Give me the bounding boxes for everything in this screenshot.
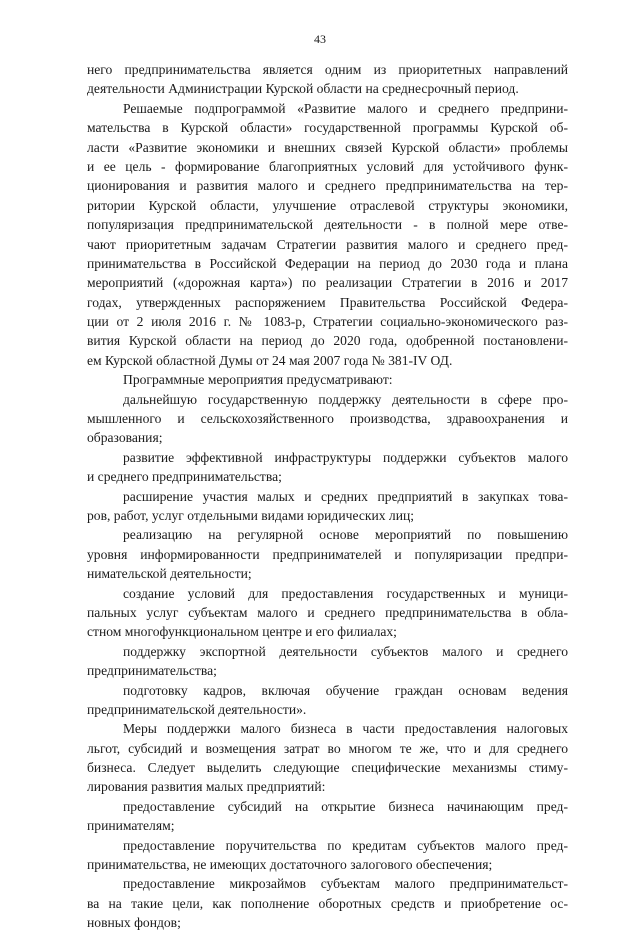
text-line: ционирования и развития малого и среднего предпринимательства на тер- <box>87 178 568 194</box>
text-line: мероприятий («дорожная карта») по реализации Стратегии в 2016 и 2017 <box>87 275 568 291</box>
text-line: принимателям; <box>87 818 175 834</box>
page-number: 43 <box>314 32 326 46</box>
text-line: ров, работ, услуг отдельными видами юридических лиц; <box>87 507 415 523</box>
text-line: пальных услуг субъектам малого и среднего предпринимательства в обла- <box>87 604 568 620</box>
text-line: реализацию на регулярной основе мероприятий по повышению <box>123 527 568 543</box>
text-line: предпринимательства; <box>87 663 217 679</box>
text-line: льгот, субсидий и возмещения затрат во многом те же, что и для среднего <box>87 740 568 756</box>
text-line: и ее цель - формирование благоприятных условий для устойчивого функ- <box>87 158 568 174</box>
text-line: него предпринимательства является одним из приоритетных направлений <box>87 62 568 77</box>
text-line: лирования развития малых предприятий: <box>87 779 326 795</box>
text-line: дальнейшую государственную поддержку деятельности в сфере про- <box>123 391 568 407</box>
text-line: предпринимательской деятельности». <box>87 701 307 717</box>
text-line: чают приоритетным задачам Стратегии развития малого и среднего пред- <box>87 236 568 252</box>
text-line: предоставление субсидий на открытие бизнеса начинающим пред- <box>123 798 568 814</box>
text-line: деятельности Администрации Курской области на среднесрочный период. <box>87 81 519 97</box>
text-line: стном многофункциональном центре и его филиалах; <box>87 624 397 640</box>
text-line: Программные мероприятия предусматривают: <box>123 372 393 388</box>
text-line: создание условий для предоставления государственных и муници- <box>123 585 568 601</box>
text-line: ции от 2 июля 2016 г. № 1083-р, Стратегии социально-экономического раз- <box>87 314 568 330</box>
text-line: ем Курской областной Думы от 24 мая 2007 года № 381-IV ОД. <box>87 352 453 368</box>
text-line: расширение участия малых и средних предприятий в закупках това- <box>123 488 568 504</box>
text-line: мышленного и сельскохозяйственного производства, здравоохранения и <box>87 411 568 427</box>
text-line: Решаемые подпрограммой «Развитие малого и среднего предприни- <box>123 100 568 116</box>
text-line: бизнеса. Следует выделить следующие специфические механизмы стиму- <box>87 760 568 776</box>
text-line: ва на такие цели, как пополнение оборотных средств и приобретение ос- <box>87 895 568 911</box>
text-line: популяризация предпринимательской деятельности - в полной мере отве- <box>87 217 568 233</box>
text-line: Меры поддержки малого бизнеса в части предоставления налоговых <box>123 721 568 737</box>
text-line: подготовку кадров, включая обучение граждан основам ведения <box>123 682 568 698</box>
text-line: образования; <box>87 430 163 446</box>
text-line: вития Курской области на период до 2020 года, одобренной постановлени- <box>87 333 568 349</box>
text-line: годах, утвержденных распоряжением Правительства Российской Федера- <box>87 294 568 310</box>
text-line: развитие эффективной инфраструктуры поддержки субъектов малого <box>123 449 568 465</box>
text-line: принимательства в Российской Федерации на период до 2030 года и плана <box>87 255 568 271</box>
text-line: нимательской деятельности; <box>87 566 252 582</box>
text-line: предоставление микрозаймов субъектам малого предпринимательст- <box>123 876 568 892</box>
text-line: и среднего предпринимательства; <box>87 469 282 485</box>
text-line: предоставление поручительства по кредитам субъектов малого пред- <box>123 837 568 853</box>
text-line: мательства в Курской области» государственной программы Курской об- <box>87 120 568 136</box>
body-text <box>87 60 568 933</box>
text-line: ритории Курской области, улучшение отраслевой структуры экономики, <box>87 197 568 213</box>
text-line: уровня информированности предпринимателей и популяризации предпри- <box>87 546 568 562</box>
text-line: принимательства, не имеющих достаточного залогового обеспечения; <box>87 857 493 873</box>
text-line: новных фондов; <box>87 915 181 931</box>
text-line: поддержку экспортной деятельности субъектов малого и среднего <box>123 643 568 659</box>
text-line: ласти «Развитие экономики и внешних связей Курской области» проблемы <box>87 139 568 155</box>
